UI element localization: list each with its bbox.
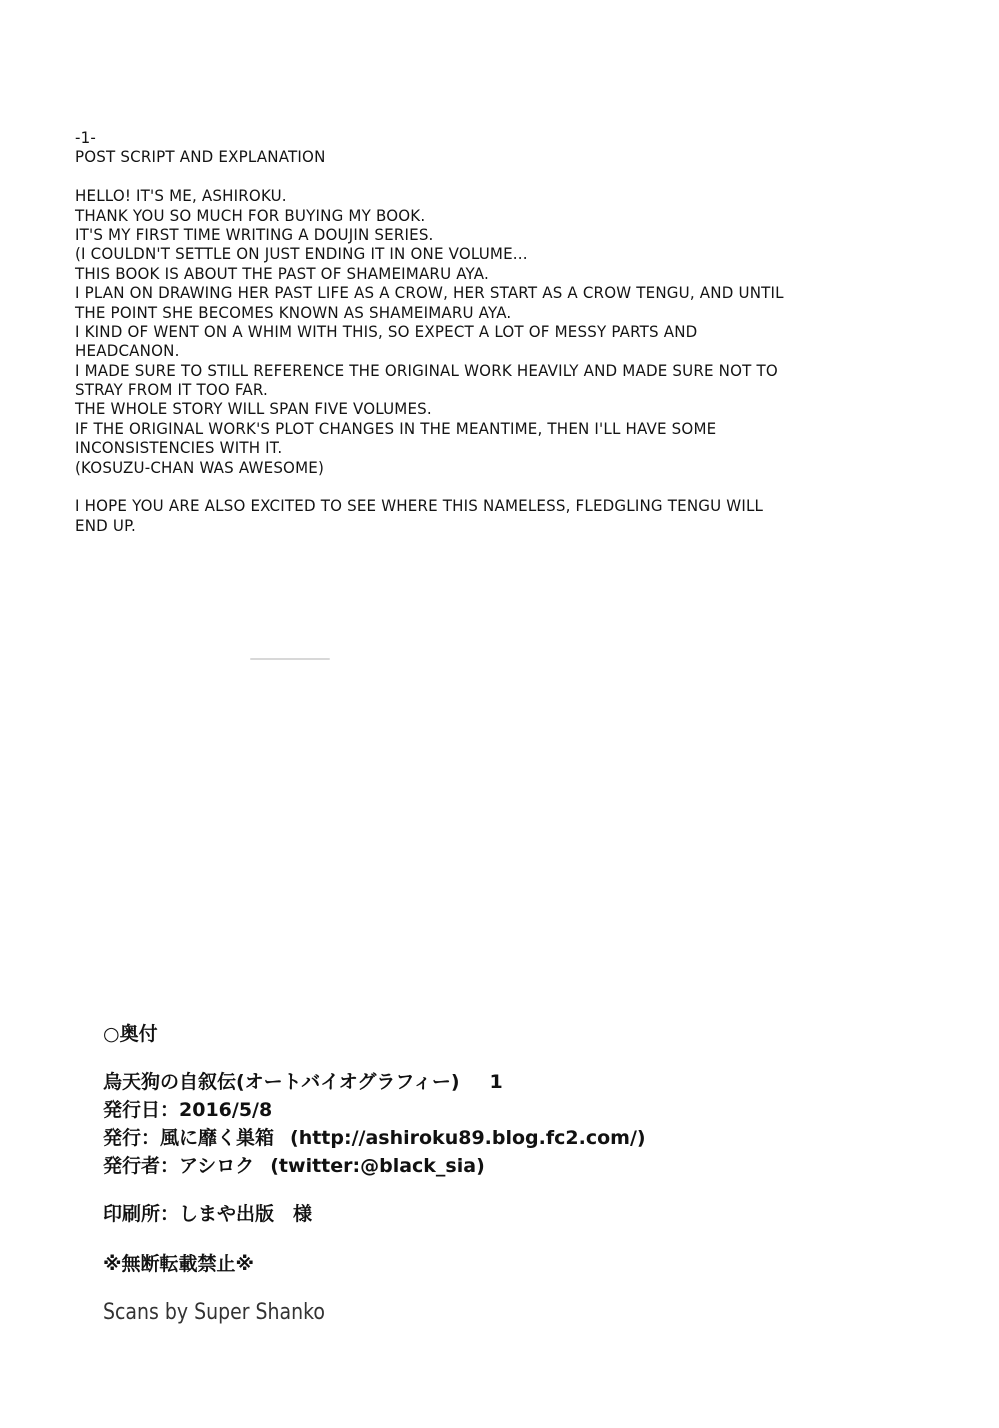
afterword-line: IT'S MY FIRST TIME WRITING A DOUJIN SERIES.	[75, 224, 434, 244]
scan-smudge	[250, 658, 330, 660]
volume-number: 1	[489, 1071, 503, 1093]
afterword-line: END UP.	[75, 515, 137, 535]
publish-date: 発行日：2016/5/8	[103, 1099, 273, 1121]
afterword-line: I PLAN ON DRAWING HER PAST LIFE AS A CROW, HER START AS A CROW TENGU, AND UNTIL	[75, 283, 784, 303]
author: 発行者：アシロク	[103, 1155, 255, 1177]
afterword-line: THANK YOU SO MUCH FOR BUYING MY BOOK.	[75, 205, 426, 225]
book-title: 烏天狗の自叙伝(オートバイオグラフィー)	[103, 1071, 460, 1093]
afterword-line: INCONSISTENCIES WITH IT.	[75, 438, 283, 458]
afterword-line: HEADCANON.	[75, 341, 180, 361]
afterword-line: STRAY FROM IT TOO FAR.	[75, 380, 268, 400]
colophon-heading: ○奥付	[103, 1023, 158, 1045]
paragraph-gap	[75, 477, 875, 496]
afterword-line: (I COULDN'T SETTLE ON JUST ENDING IT IN ONE VOLUME...	[75, 244, 528, 264]
afterword-line: THE POINT SHE BECOMES KNOWN AS SHAMEIMARU AYA.	[75, 302, 512, 322]
colophon-publisher-row	[103, 1124, 903, 1152]
afterword-line: (KOSUZU-CHAN WAS AWESOME)	[75, 457, 325, 477]
scanlation-credit: Scans by Super Shanko	[103, 1300, 325, 1325]
colophon-block	[103, 1020, 903, 1278]
printer: 印刷所：しまや出版 様	[103, 1203, 313, 1225]
afterword-line: I KIND OF WENT ON A WHIM WITH THIS, SO EXPECT A LOT OF MESSY PARTS AND	[75, 321, 698, 341]
page-marker: -1-	[75, 128, 97, 147]
colophon-author-row	[103, 1152, 903, 1180]
paragraph-gap	[75, 167, 875, 186]
publisher: 発行：風に靡く巣箱	[103, 1127, 275, 1149]
afterword-text-block	[75, 128, 875, 535]
afterword-line: THIS BOOK IS ABOUT THE PAST OF SHAMEIMARU AYA.	[75, 263, 489, 283]
author-twitter: (twitter:@black_sia)	[270, 1155, 485, 1177]
afterword-line: HELLO! IT'S ME, ASHIROKU.	[75, 186, 287, 206]
afterword-line: I MADE SURE TO STILL REFERENCE THE ORIGINAL WORK HEAVILY AND MADE SURE NOT TO	[75, 360, 778, 380]
afterword-heading: POST SCRIPT AND EXPLANATION	[75, 147, 326, 167]
reprint-notice: ※無断転載禁止※	[103, 1253, 254, 1275]
afterword-line: IF THE ORIGINAL WORK'S PLOT CHANGES IN THE MEANTIME, THEN I'LL HAVE SOME	[75, 418, 717, 438]
publisher-url: (http://ashiroku89.blog.fc2.com/)	[290, 1127, 646, 1149]
afterword-line: I HOPE YOU ARE ALSO EXCITED TO SEE WHERE THIS NAMELESS, FLEDGLING TENGU WILL	[75, 496, 764, 516]
colophon-title-row	[103, 1068, 903, 1096]
afterword-line: THE WHOLE STORY WILL SPAN FIVE VOLUMES.	[75, 399, 432, 419]
